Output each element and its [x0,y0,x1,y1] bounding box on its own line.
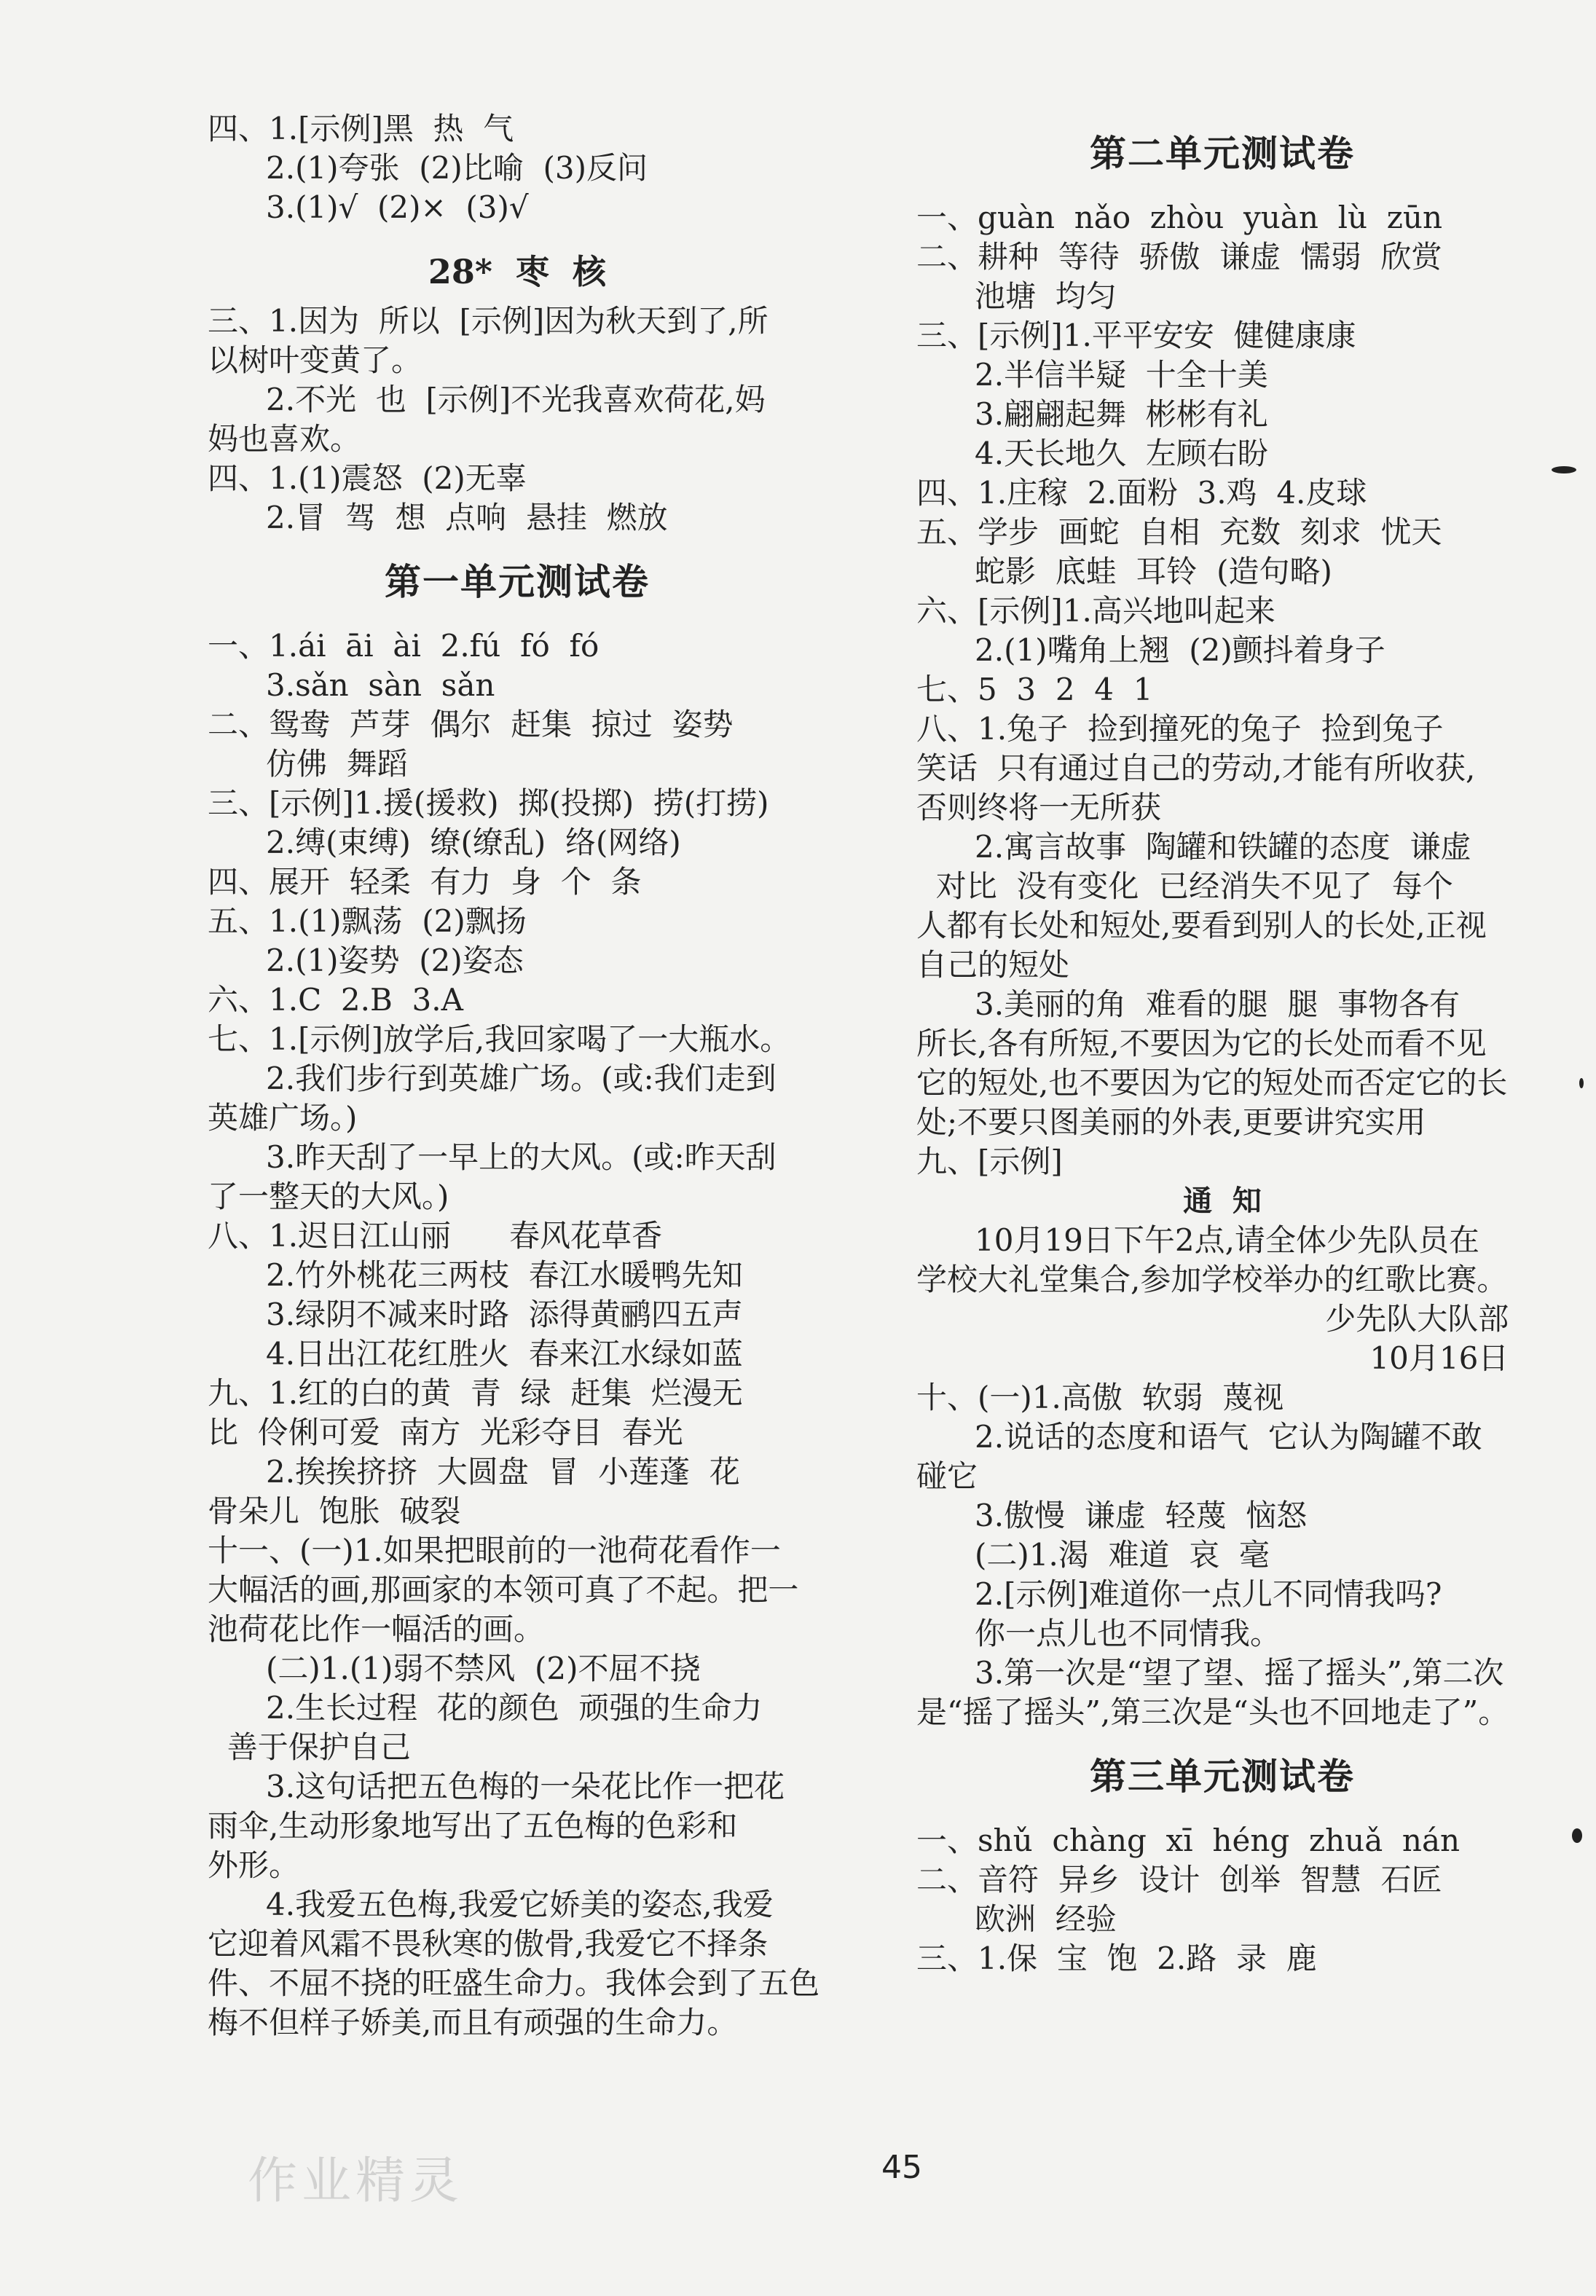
answer-line: 10月19日下午2点,请全体少先队员在 [975,1222,1479,1258]
answer-line: 所长,各有所短,不要因为它的长处而看不见 [916,1026,1487,1061]
answer-line: 件、不屈不挠的旺盛生命力。我体会到了五色 [208,1965,820,2001]
answer-line: (二)1.渴 难道 哀 毫 [975,1537,1270,1573]
answer-line: 三、1.保 宝 饱 2.路 录 鹿 [916,1941,1317,1976]
answer-line: 2.说话的态度和语气 它认为陶罐不敢 [975,1419,1482,1455]
answer-line: 了一整天的大风。) [208,1179,449,1214]
answer-line: 2.(1)姿势 (2)姿态 [266,943,524,978]
section-heading: 第三单元测试卷 [1090,1756,1355,1798]
answer-line: 三、[示例]1.平平安安 健健康康 [916,318,1356,353]
answer-line: 3.第一次是“望了望、摇了摇头”,第二次 [975,1655,1504,1691]
answer-line: 梅不但样子娇美,而且有顽强的生命力。 [208,2005,738,2040]
answer-line: 池塘 均匀 [975,278,1117,314]
answer-line: 2.(1)夸张 (2)比喻 (3)反问 [266,150,648,186]
answer-line: 4.天长地久 左顾右盼 [975,436,1268,471]
answer-line: 2.寓言故事 陶罐和铁罐的态度 谦虚 [975,829,1471,865]
answer-line: 它迎着风霜不畏秋寒的傲骨,我爱它不择条 [208,1926,768,1962]
answer-line: 四、1.(1)震怒 (2)无辜 [208,460,527,496]
answer-line: 自己的短处 [916,947,1070,983]
spacer [916,173,1528,198]
answer-line: 少先队大队部 [1325,1301,1528,1337]
spacer [916,1732,1528,1757]
answer-line: 一、guàn nǎo zhòu yuàn lù zūn [916,200,1442,235]
answer-line: 七、1.[示例]放学后,我回家喝了一大瓶水。 [208,1021,791,1057]
answer-line: 一、shǔ chàng xī héng zhuǎ nán [916,1823,1461,1858]
answer-line: 四、1.[示例]黑 热 气 [208,111,514,146]
right-column [916,109,1528,1978]
spacer [208,538,827,562]
answer-line: 2.不光 也 [示例]不光我喜欢荷花,妈 [266,382,766,417]
answer-line: 2.我们步行到英雄广场。(或:我们走到 [266,1061,777,1096]
answer-line: 2.冒 驾 想 点响 悬挂 燃放 [266,500,668,535]
answer-line: 2.缚(束缚) 缭(缭乱) 络(网络) [266,825,681,860]
answer-line: 大幅活的画,那画家的本领可真了不起。把一 [208,1572,799,1608]
answer-line: 二、耕种 等待 骄傲 谦虚 懦弱 欣赏 [916,239,1442,275]
answer-line: 4.日出江花红胜火 春来江水绿如蓝 [266,1336,743,1372]
answer-line: 三、1.因为 所以 [示例]因为秋天到了,所 [208,303,768,339]
answer-line: (二)1.(1)弱不禁风 (2)不屈不挠 [266,1651,701,1686]
answer-line: 学校大礼堂集合,参加学校举办的红歌比赛。 [916,1262,1508,1297]
answer-line: 它的短处,也不要因为它的短处而否定它的长 [916,1065,1508,1101]
notice-title: 通 知 [1183,1184,1262,1218]
answer-line: 四、展开 轻柔 有力 身 个 条 [208,864,642,900]
answer-line: 3.傲慢 谦虚 轻蔑 恼怒 [975,1498,1308,1533]
answer-line: 3.(1)√ (2)× (3)√ [266,189,529,225]
answer-line: 十一、(一)1.如果把眼前的一池荷花看作一 [208,1533,781,1568]
answer-line: 六、[示例]1.高兴地叫起来 [916,593,1275,629]
ink-spot [1552,466,1576,473]
answer-line: 七、5 3 2 4 1 [916,672,1153,707]
answer-line: 2.半信半疑 十全十美 [975,357,1268,393]
answer-line: 否则终将一无所获 [916,790,1162,825]
answer-line: 骨朵儿 饱胀 破裂 [208,1493,461,1529]
answer-line: 3.sǎn sàn sǎn [266,667,495,703]
answer-line: 八、1.迟日江山丽 春风花草香 [208,1218,663,1254]
answer-line: 一、1.ái āi ài 2.fú fó fó [208,628,600,664]
answer-line: 六、1.C 2.B 3.A [208,982,463,1018]
answer-line: 对比 没有变化 已经消失不见了 每个 [916,868,1453,904]
answer-line: 2.[示例]难道你一点儿不同情我吗? [975,1576,1442,1612]
answer-line: 欧洲 经验 [975,1901,1117,1937]
answer-line: 妈也喜欢。 [208,421,361,457]
answer-line: 2.(1)嘴角上翘 (2)颤抖着身子 [975,632,1385,668]
spacer [208,291,827,302]
answer-line: 二、鸳鸯 芦芽 偶尔 赶集 掠过 姿势 [208,707,734,742]
answer-line: 雨伞,生动形象地写出了五色梅的色彩和 [208,1808,738,1844]
answer-line: 笑话 只有通过自己的劳动,才能有所收获, [916,750,1476,786]
answer-line: 九、[示例] [916,1144,1063,1179]
answer-line: 3.绿阴不减来时路 添得黄鹂四五声 [266,1297,743,1332]
answer-line: 八、1.兔子 捡到撞死的兔子 捡到兔子 [916,711,1444,747]
spacer [208,227,827,252]
answer-line: 10月16日 [1369,1340,1528,1376]
answer-line: 处;不要只图美丽的外表,更要讲究实用 [916,1104,1426,1140]
left-column [208,109,827,2043]
answer-line: 3.这句话把五色梅的一朵花比作一把花 [266,1769,785,1804]
page-number: 45 [881,2149,922,2186]
spacer [208,602,827,626]
answer-line: 蛇影 底蛙 耳铃 (造句略) [975,554,1332,589]
answer-line: 你一点儿也不同情我。 [975,1616,1281,1651]
answer-line: 是“摇了摇头”,第三次是“头也不回地走了”。 [916,1694,1509,1730]
answer-line: 4.我爱五色梅,我爱它娇美的姿态,我爱 [266,1887,774,1922]
answer-line: 3.翩翩起舞 彬彬有礼 [975,396,1268,432]
answer-line: 以树叶变黄了。 [208,342,422,378]
answer-line: 人都有长处和短处,要看到别人的长处,正视 [916,908,1487,943]
answer-line: 2.生长过程 花的颜色 顽强的生命力 [266,1690,763,1726]
answer-line: 五、1.(1)飘荡 (2)飘扬 [208,903,527,939]
answer-line: 2.竹外桃花三两枝 春江水暖鸭先知 [266,1257,743,1293]
ink-spot [1572,1828,1582,1843]
answer-line: 五、学步 画蛇 自相 充数 刻求 忧天 [916,514,1442,550]
answer-line: 十、(一)1.高傲 软弱 蔑视 [916,1380,1284,1415]
watermark: 作业精灵 [248,2152,464,2210]
answer-line: 善于保护自己 [208,1729,411,1765]
ink-spot [1579,1078,1584,1088]
answer-line: 3.昨天刮了一早上的大风。(或:昨天刮 [266,1139,777,1175]
answer-line: 比 伶俐可爱 南方 光彩夺目 春光 [208,1415,683,1450]
answer-line: 英雄广场。) [208,1100,358,1136]
section-heading: 第二单元测试卷 [1090,133,1355,175]
answer-line: 3.美丽的角 难看的腿 腿 事物各有 [975,986,1461,1022]
answer-line: 仿佛 舞蹈 [266,746,408,782]
section-heading: 第一单元测试卷 [385,561,650,603]
spacer [916,109,1528,134]
section-heading: 28* 枣 核 [428,252,607,291]
spacer [916,1796,1528,1821]
answer-line: 九、1.红的白的黄 青 绿 赶集 烂漫无 [208,1375,743,1411]
answer-line: 2.挨挨挤挤 大圆盘 冒 小莲蓬 花 [266,1454,740,1490]
answer-line: 二、音符 异乡 设计 创举 智慧 石匠 [916,1862,1442,1898]
answer-line: 三、[示例]1.援(援救) 掷(投掷) 捞(打捞) [208,785,769,821]
answer-line: 外形。 [208,1847,300,1883]
answer-line: 池荷花比作一幅活的画。 [208,1611,545,1647]
answer-line: 四、1.庄稼 2.面粉 3.鸡 4.皮球 [916,475,1367,511]
answer-line: 碰它 [916,1458,978,1494]
